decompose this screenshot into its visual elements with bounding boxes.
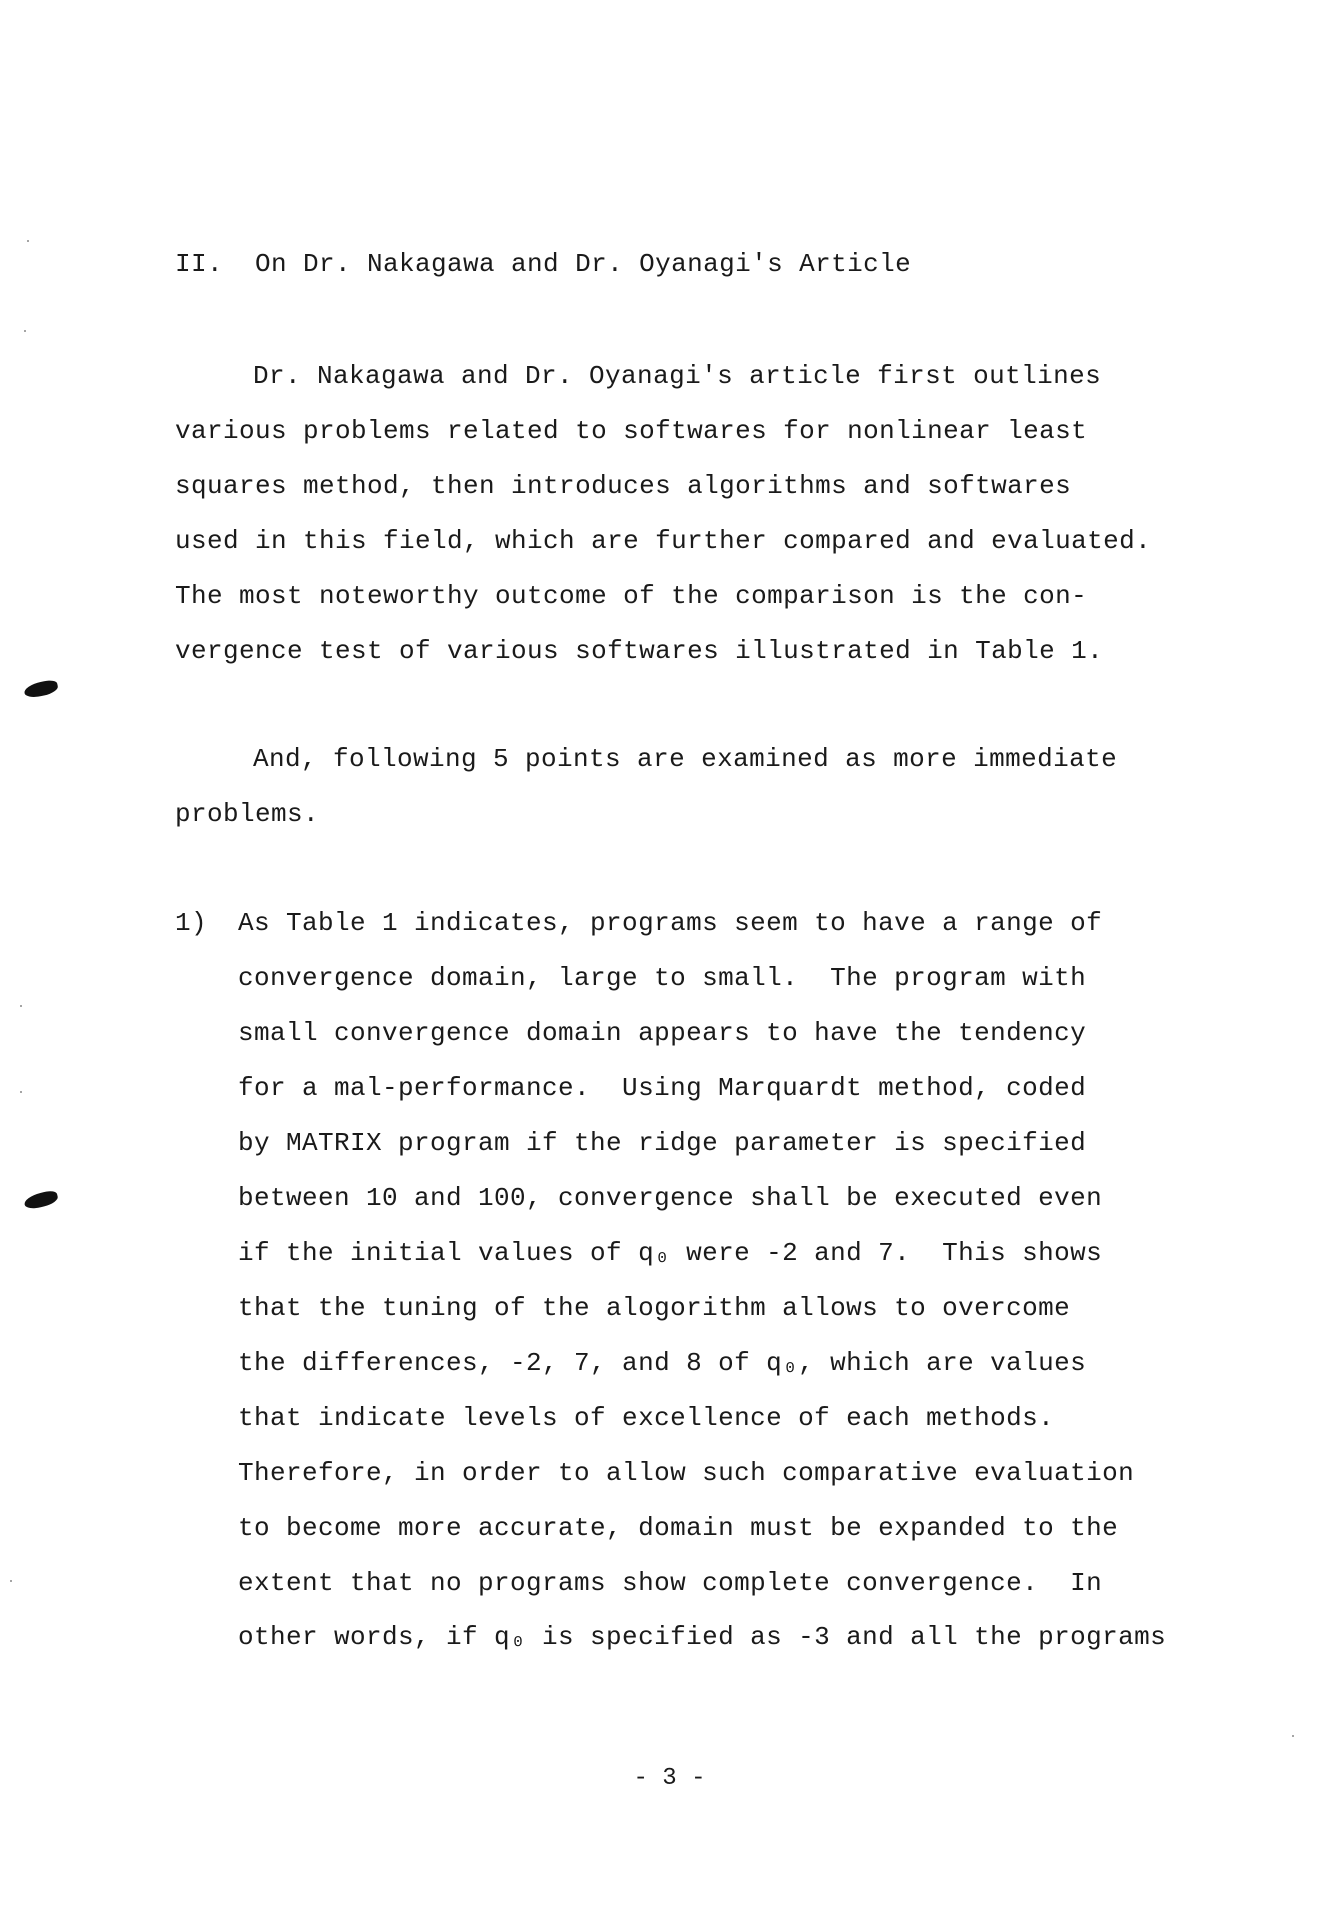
- list-item-line: the differences, -2, 7, and 8 of q₀, which are values: [238, 1348, 1087, 1378]
- paragraph-line: vergence test of various softwares illustrated in Table 1.: [175, 636, 1104, 666]
- paragraph-line: And, following 5 points are examined as more immediate: [253, 744, 1118, 774]
- scan-blot: [23, 1189, 59, 1211]
- list-item-line: small convergence domain appears to have the tendency: [238, 1018, 1087, 1048]
- list-item-line: that indicate levels of excellence of each methods.: [238, 1403, 1055, 1433]
- paragraph-line: squares method, then introduces algorithms and softwares: [175, 471, 1072, 501]
- list-item-line: other words, if q₀ is specified as -3 and all the programs: [238, 1622, 1167, 1652]
- list-item-line: Therefore, in order to allow such comparative evaluation: [238, 1458, 1135, 1488]
- list-item-line: extent that no programs show complete convergence. In: [238, 1568, 1103, 1598]
- list-item-line: between 10 and 100, convergence shall be executed even: [238, 1183, 1103, 1213]
- list-item-line: if the initial values of q₀ were -2 and 7. This shows: [238, 1238, 1103, 1268]
- page-number: - 3 -: [633, 1765, 706, 1792]
- scan-speck: [20, 1091, 22, 1093]
- paragraph-line: Dr. Nakagawa and Dr. Oyanagi's article first outlines: [253, 361, 1102, 391]
- list-item-line: convergence domain, large to small. The program with: [238, 963, 1087, 993]
- paragraph-line: The most noteworthy outcome of the comparison is the con-: [175, 581, 1088, 611]
- paragraph-line: problems.: [175, 799, 320, 829]
- list-item-line: that the tuning of the alogorithm allows to overcome: [238, 1293, 1071, 1323]
- list-item-line: to become more accurate, domain must be expanded to the: [238, 1513, 1119, 1543]
- scan-speck: [10, 1580, 12, 1582]
- scan-speck: [24, 330, 26, 332]
- list-item-line: As Table 1 indicates, programs seem to have a range of: [238, 908, 1103, 938]
- paragraph-line: used in this field, which are further compared and evaluated.: [175, 526, 1152, 556]
- list-item-number: 1): [175, 908, 208, 938]
- scan-speck: [1292, 1735, 1294, 1737]
- scan-speck: [27, 240, 29, 242]
- list-item-line: for a mal-performance. Using Marquardt method, coded: [238, 1073, 1087, 1103]
- list-item-line: by MATRIX program if the ridge parameter is specified: [238, 1128, 1087, 1158]
- scan-blot: [23, 679, 59, 700]
- scan-speck: [20, 1005, 22, 1007]
- section-heading: II. On Dr. Nakagawa and Dr. Oyanagi's Article: [175, 249, 912, 279]
- paragraph-line: various problems related to softwares for nonlinear least: [175, 416, 1088, 446]
